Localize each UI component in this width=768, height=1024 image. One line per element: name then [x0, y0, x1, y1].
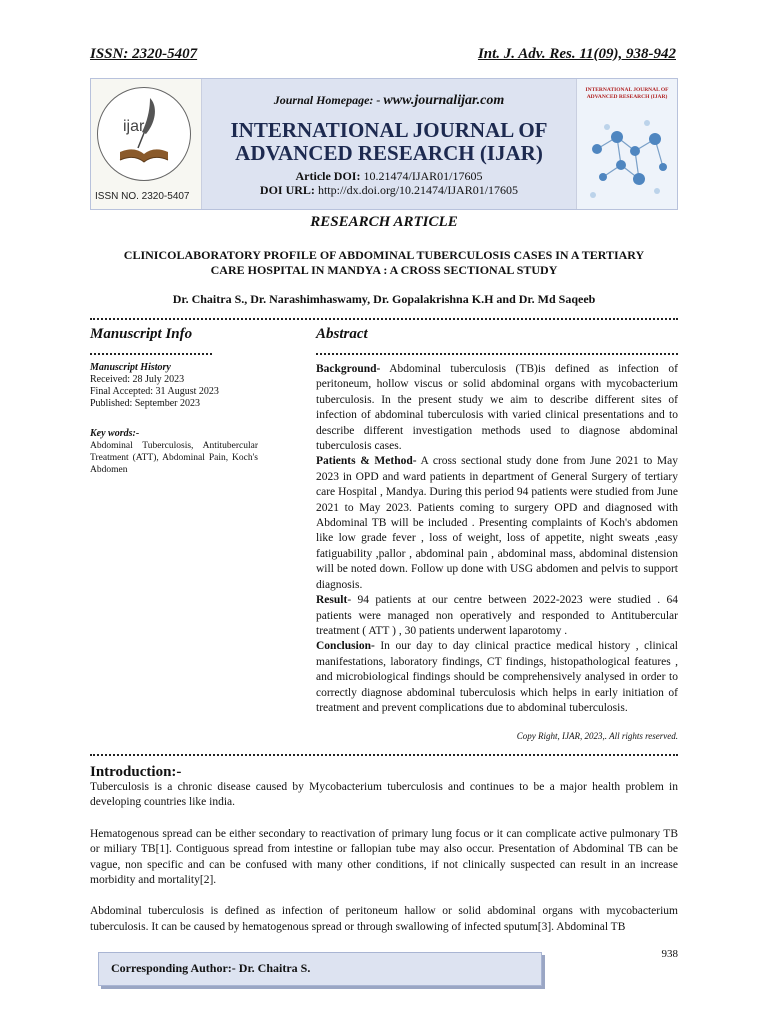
manuscript-divider	[90, 353, 212, 355]
logo-text: ijar	[123, 118, 145, 135]
divider-top	[90, 318, 678, 320]
paper-title-line2: CARE HOSPITAL IN MANDYA : A CROSS SECTIONAL STUDY	[210, 263, 558, 277]
doi-block	[201, 169, 577, 197]
published-date: Published: September 2023	[90, 398, 200, 409]
journal-title	[201, 119, 577, 165]
copyright-notice: Copy Right, IJAR, 2023,. All rights reserved.	[516, 731, 678, 741]
doi-url-label: DOI URL:	[259, 183, 318, 197]
result-label: Result	[316, 594, 348, 607]
page-number: 938	[661, 948, 678, 960]
journal-homepage	[201, 93, 577, 109]
conclusion-text: In our day to day clinical practice medical history , clinical manifestations, laboratory findings, CT findings, histopathological features , and microbiological findings should be comprehensively analysed in order to correctly diagnose abdominal tuberculosis which helps in early initiation of treatment and prevent complications due to abdominal tuberculosis.	[316, 640, 678, 714]
abstract-method	[316, 454, 678, 593]
molecule-icon	[577, 79, 677, 209]
paper-title-line1: CLINICOLABORATORY PROFILE OF ABDOMINAL TUBERCULOSIS CASES IN A TERTIARY	[123, 248, 645, 262]
homepage-label: Journal Homepage: -	[273, 93, 384, 107]
journal-cover-thumbnail	[576, 79, 677, 209]
keywords-text: Abdominal Tuberculosis, Antitubercular Treatment (ATT), Abdominal Pain, Koch's Abdomen	[90, 441, 258, 475]
intro-paragraph-3: Abdominal tuberculosis is defined as infection of peritoneum hallow or solid abdominal organs with mycobacterium tuberculosis. It can be caused by hematogenous spread or through swallowing of infected sputum[3]. Abdominal TB	[90, 905, 678, 933]
background-label: Background-	[316, 363, 381, 375]
keywords	[90, 428, 258, 476]
accepted-date: Final Accepted: 31 August 2023	[90, 386, 219, 397]
abstract-body	[316, 362, 678, 716]
journal-banner	[90, 78, 678, 210]
divider-bottom	[90, 754, 678, 756]
logo-seal	[97, 87, 191, 181]
journal-citation: Int. J. Adv. Res. 11(09), 938-942	[477, 46, 676, 62]
manuscript-info-heading: Manuscript Info	[90, 326, 193, 342]
method-text: A cross sectional study done from June 2021 to May 2023 in OPD and ward patients in department of General Surgery of tertiary care Hospital , Mandya. During this period 94 patients were studied from June 2021 to May 2023. Patients coming to surgery OPD and diagnosed with Abdominal TB will be included . Presenting complaints of Koch's abdomen like low grade fever , loss of weight, loss of appetite, night sweats ,easy fatiguability ,pallor , abdominal pain , abdominal mass, abdominal distension will be noted down. Follow up done with USG abdomen and pelvis to support diagnosis.	[316, 455, 679, 591]
method-label: Patients & Method-	[316, 455, 417, 468]
logo-issn: ISSN NO. 2320-5407	[95, 191, 190, 202]
result-text: - 94 patients at our centre between 2022-2023 were studied . 64 patients were managed non operatively and responded to Antitubercular treatment ( ATT ) , 30 patients underwent laparotomy .	[316, 594, 678, 637]
abstract-heading: Abstract	[316, 326, 368, 342]
abstract-conclusion	[316, 639, 678, 716]
abstract-result	[316, 593, 678, 639]
corresponding-author: Corresponding Author:- Dr. Chaitra S.	[111, 961, 311, 975]
conclusion-label: Conclusion-	[316, 640, 375, 653]
intro-paragraph-1: Tuberculosis is a chronic disease caused by Mycobacterium tuberculosis and continues to be a major health problem in developing countries like india.	[90, 781, 678, 809]
journal-logo	[91, 79, 202, 209]
running-header	[90, 46, 676, 63]
background-text: Abdominal tuberculosis (TB)is defined as infection of peritoneum, hollow viscus or solid abdominal organs with mycobacterium tuberculosis. In the present study we aim to describe different sites of infection of abdominal tuberculosis with varied clinical presentations and to describe different investigation methods used to diagnose abdominal tuberculosis cases.	[316, 363, 678, 453]
doi-url-link[interactable]: http://dx.doi.org/10.21474/IJAR01/17605	[317, 183, 519, 197]
journal-title-line1: INTERNATIONAL JOURNAL OF	[230, 118, 548, 142]
cover-title: INTERNATIONAL JOURNAL OF ADVANCED RESEARCH (IJAR)	[585, 87, 669, 100]
abstract-divider	[316, 353, 678, 355]
doi-value: 10.21474/IJAR01/17605	[363, 169, 483, 183]
history-label: Manuscript History	[90, 362, 171, 373]
manuscript-history	[90, 362, 260, 410]
introduction-heading: Introduction:-	[90, 764, 182, 780]
homepage-link[interactable]: www.journalijar.com	[383, 93, 505, 108]
doi-label: Article DOI:	[295, 169, 364, 183]
intro-paragraph-2: Hematogenous spread can be either secondary to reactivation of primary lung focus or it can complicate active pulmonary TB or miliary TB[1]. Contiguous spread from intestine or fallopian tube may also occur. Presentation of Abdominal TB can be vague, non specific and can be confused with many other conditions, if not clinically suspected can result in an increase morbidity and mortality[2].	[90, 827, 678, 887]
abstract-background	[316, 362, 678, 454]
journal-title-line2: ADVANCED RESEARCH (IJAR)	[235, 141, 543, 165]
article-type: RESEARCH ARTICLE	[310, 214, 458, 230]
corresponding-author-box	[98, 952, 542, 986]
paper-title	[100, 248, 668, 278]
keywords-label: Key words:-	[90, 428, 140, 439]
received-date: Received: 28 July 2023	[90, 374, 185, 385]
introduction-body	[90, 780, 678, 951]
issn-label: ISSN: 2320-5407	[90, 46, 198, 62]
author-list: Dr. Chaitra S., Dr. Narashimhaswamy, Dr. Gopalakrishna K.H and Dr. Md Saqeeb	[172, 292, 596, 306]
